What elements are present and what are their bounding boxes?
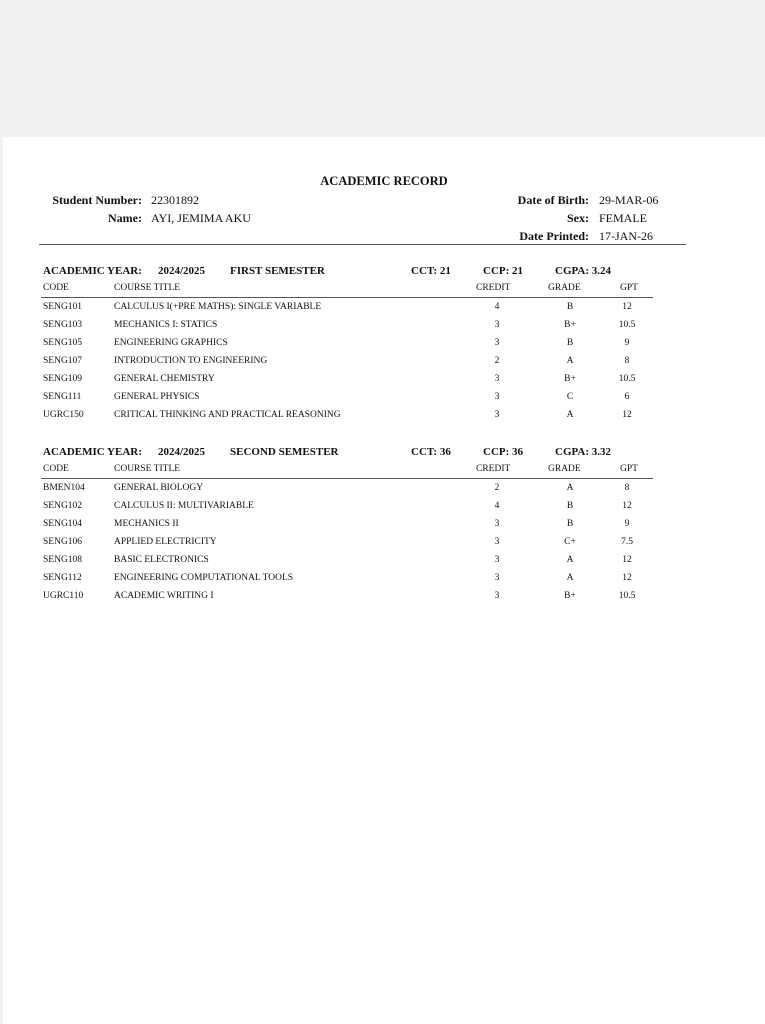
course-code: SENG108 [43,555,83,565]
course-gpt: 6 [624,392,630,402]
course-code: SENG112 [43,573,82,583]
course-row [3,483,765,501]
student-number-value: 22301892 [151,193,199,207]
course-credit: 4 [494,302,500,312]
column-credit: CREDIT [476,464,511,474]
column-gpt: GPT [620,464,638,474]
course-credit: 4 [494,501,500,511]
course-row [3,591,765,609]
course-title: ACADEMIC WRITING I [114,591,214,601]
course-grade: A [566,555,574,565]
course-credit: 3 [494,573,500,583]
dob-label: Date of Birth: [517,193,589,207]
course-title: MECHANICS II [114,519,179,529]
course-credit: 2 [494,483,500,493]
course-title: GENERAL BIOLOGY [114,483,204,493]
course-gpt: 9 [624,519,630,529]
course-grade: B [566,302,574,312]
course-gpt: 12 [622,410,632,420]
course-title: ENGINEERING COMPUTATIONAL TOOLS [114,573,294,583]
course-grade: A [566,410,574,420]
course-gpt: 9 [624,338,630,348]
course-gpt: 10.5 [618,374,636,384]
course-row [3,356,765,374]
column-credit: CREDIT [476,283,511,293]
cct-value: CCT: 21 [411,265,451,277]
course-credit: 3 [494,591,500,601]
ccp-value: CCP: 36 [483,446,524,458]
date-printed-label: Date Printed: [519,229,589,243]
course-credit: 3 [494,519,500,529]
course-gpt: 12 [622,302,632,312]
column-gpt: GPT [620,283,638,293]
course-code: UGRC150 [43,410,84,420]
column-code: CODE [43,283,69,293]
course-title: GENERAL PHYSICS [114,392,200,402]
course-grade: B [566,501,574,511]
course-credit: 3 [494,392,500,402]
academic-year-value: 2024/2025 [158,446,206,458]
cgpa-value: CGPA: 3.32 [555,446,612,458]
column-grade: GRADE [548,464,581,474]
course-grade: C [566,392,574,402]
course-grade: B+ [564,591,576,601]
ccp-value: CCP: 21 [483,265,524,277]
semester-name: SECOND SEMESTER [230,446,339,458]
course-code: SENG109 [43,374,83,384]
course-code: SENG101 [43,302,83,312]
course-grade: A [566,573,574,583]
course-row [3,519,765,537]
cgpa-value: CGPA: 3.24 [555,265,612,277]
course-title: GENERAL CHEMISTRY [114,374,215,384]
course-title: CALCULUS I(+PRE MATHS): SINGLE VARIABLE [114,302,322,312]
course-gpt: 10.5 [618,591,636,601]
course-row [3,573,765,591]
course-row [3,501,765,519]
course-code: SENG103 [43,320,83,330]
course-grade: B+ [564,320,576,330]
column-grade: GRADE [548,283,581,293]
column-divider [41,478,653,479]
course-list [3,483,765,609]
document-title: ACADEMIC RECORD [320,174,448,188]
sex-value: FEMALE [599,211,647,225]
course-row [3,302,765,320]
academic-year-label: ACADEMIC YEAR: [43,265,142,277]
course-row [3,338,765,356]
course-credit: 2 [494,356,500,366]
course-credit: 3 [494,410,500,420]
column-course-title: COURSE TITLE [114,464,181,474]
course-credit: 3 [494,537,500,547]
course-gpt: 8 [624,483,630,493]
course-gpt: 10.5 [618,320,636,330]
academic-year-label: ACADEMIC YEAR: [43,446,142,458]
course-credit: 3 [494,555,500,565]
course-title: ENGINEERING GRAPHICS [114,338,228,348]
semester-name: FIRST SEMESTER [230,265,325,277]
course-row [3,320,765,338]
course-code: UGRC110 [43,591,84,601]
course-credit: 3 [494,338,500,348]
course-row [3,537,765,555]
dob-value: 29-MAR-06 [599,193,659,207]
course-gpt: 8 [624,356,630,366]
date-printed-value: 17-JAN-26 [599,229,653,243]
course-credit: 3 [494,320,500,330]
column-divider [41,297,653,298]
course-gpt: 7.5 [621,537,633,547]
course-title: MECHANICS I: STATICS [114,320,218,330]
course-code: SENG106 [43,537,83,547]
course-title: APPLIED ELECTRICITY [114,537,217,547]
course-grade: C+ [564,537,576,547]
course-row [3,410,765,428]
course-grade: A [566,356,574,366]
course-code: BMEN104 [43,483,85,493]
course-grade: B [566,519,574,529]
course-gpt: 12 [622,555,632,565]
course-gpt: 12 [622,501,632,511]
name-value: AYI, JEMIMA AKU [151,211,251,225]
document-page [3,137,765,1024]
course-grade: B [566,338,574,348]
course-credit: 3 [494,374,500,384]
cct-value: CCT: 36 [411,446,451,458]
course-title: BASIC ELECTRONICS [114,555,209,565]
course-grade: B+ [564,374,576,384]
academic-year-value: 2024/2025 [158,265,206,277]
name-label: Name: [108,211,142,225]
sex-label: Sex: [567,211,589,225]
column-course-title: COURSE TITLE [114,283,181,293]
course-gpt: 12 [622,573,632,583]
course-code: SENG104 [43,519,83,529]
course-code: SENG111 [43,392,82,402]
course-row [3,392,765,410]
course-list [3,302,765,428]
course-title: INTRODUCTION TO ENGINEERING [114,356,268,366]
course-code: SENG107 [43,356,83,366]
column-code: CODE [43,464,69,474]
course-row [3,555,765,573]
header-divider [39,244,686,245]
course-code: SENG102 [43,501,83,511]
course-title: CALCULUS II: MULTIVARIABLE [114,501,254,511]
course-title: CRITICAL THINKING AND PRACTICAL REASONING [114,410,341,420]
student-number-label: Student Number: [52,193,142,207]
course-row [3,374,765,392]
course-grade: A [566,483,574,493]
course-code: SENG105 [43,338,83,348]
